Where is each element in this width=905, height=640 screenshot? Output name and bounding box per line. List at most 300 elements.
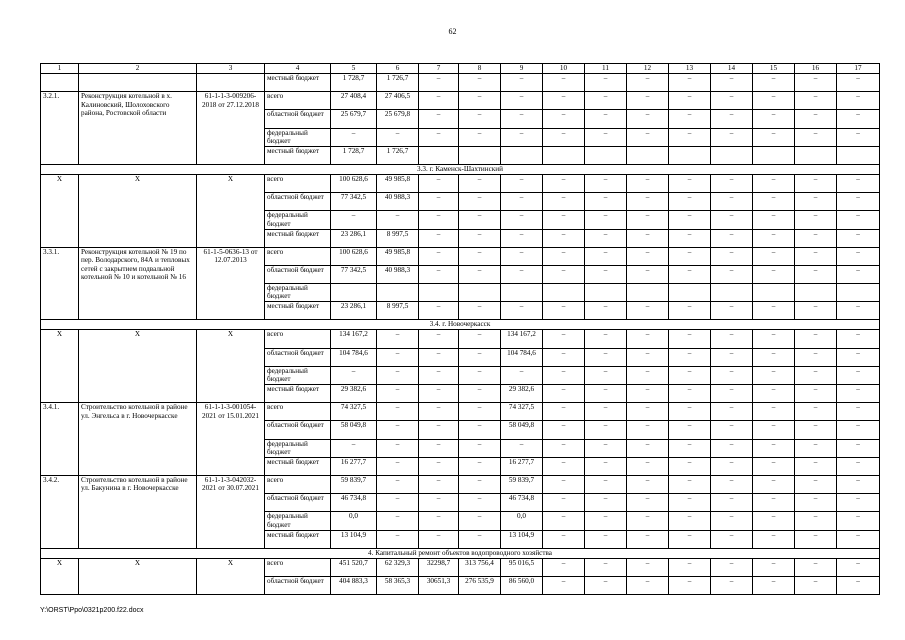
amount-cell: – xyxy=(585,512,627,530)
amount-cell: – xyxy=(377,385,419,403)
amount-cell: – xyxy=(711,174,753,192)
amount-cell: – xyxy=(331,128,377,146)
amount-cell: – xyxy=(501,110,543,128)
amount-cell xyxy=(585,146,627,164)
amount-cell: – xyxy=(377,403,419,421)
amount-cell: – xyxy=(585,110,627,128)
funding-source-cell: федеральный бюджет xyxy=(265,211,331,229)
header-cell: 3 xyxy=(197,64,265,74)
amount-cell xyxy=(419,146,459,164)
amount-cell: 1 728,7 xyxy=(331,74,377,92)
amount-cell: – xyxy=(669,330,711,348)
amount-cell xyxy=(377,284,419,302)
amount-cell: – xyxy=(837,421,880,439)
amount-cell: 59 839,7 xyxy=(501,475,543,493)
amount-cell: – xyxy=(711,265,753,283)
amount-cell: – xyxy=(753,576,795,594)
amount-cell: – xyxy=(627,530,669,548)
amount-cell: – xyxy=(585,128,627,146)
amount-cell: – xyxy=(753,512,795,530)
amount-cell: – xyxy=(419,530,459,548)
amount-cell: 276 535,9 xyxy=(459,576,501,594)
amount-cell: – xyxy=(669,439,711,457)
item-name-cell: Х xyxy=(79,558,197,594)
amount-cell: – xyxy=(585,576,627,594)
amount-cell: – xyxy=(501,211,543,229)
amount-cell: – xyxy=(377,366,419,384)
amount-cell: – xyxy=(585,403,627,421)
amount-cell: 74 327,5 xyxy=(331,403,377,421)
amount-cell: – xyxy=(501,74,543,92)
amount-cell xyxy=(585,284,627,302)
amount-cell xyxy=(795,284,837,302)
amount-cell: – xyxy=(753,211,795,229)
amount-cell: 59 839,7 xyxy=(331,475,377,493)
funding-source-cell: местный бюджет xyxy=(265,302,331,320)
amount-cell: – xyxy=(627,302,669,320)
amount-cell: – xyxy=(711,74,753,92)
amount-cell: – xyxy=(711,366,753,384)
amount-cell: – xyxy=(377,421,419,439)
amount-cell: – xyxy=(377,439,419,457)
approval-code-cell: Х xyxy=(197,330,265,403)
amount-cell: – xyxy=(459,403,501,421)
funding-source-cell: всего xyxy=(265,558,331,576)
amount-cell: – xyxy=(753,366,795,384)
amount-cell: – xyxy=(459,92,501,110)
amount-cell xyxy=(837,284,880,302)
amount-cell: – xyxy=(753,330,795,348)
amount-cell: – xyxy=(753,247,795,265)
table-row xyxy=(41,92,880,110)
amount-cell: – xyxy=(753,265,795,283)
amount-cell: – xyxy=(837,457,880,475)
amount-cell: 58 365,3 xyxy=(377,576,419,594)
amount-cell: – xyxy=(669,302,711,320)
amount-cell: – xyxy=(753,74,795,92)
amount-cell: – xyxy=(669,403,711,421)
amount-cell: – xyxy=(669,74,711,92)
funding-source-cell: местный бюджет xyxy=(265,457,331,475)
amount-cell: – xyxy=(543,366,585,384)
amount-cell: – xyxy=(585,92,627,110)
amount-cell: – xyxy=(377,494,419,512)
funding-source-cell: областной бюджет xyxy=(265,193,331,211)
header-cell: 16 xyxy=(795,64,837,74)
item-number-cell: 3.3.1. xyxy=(41,247,79,320)
amount-cell: – xyxy=(837,193,880,211)
amount-cell: – xyxy=(627,457,669,475)
amount-cell: – xyxy=(459,512,501,530)
amount-cell: – xyxy=(837,128,880,146)
amount-cell: – xyxy=(837,385,880,403)
amount-cell: 23 286,1 xyxy=(331,302,377,320)
amount-cell xyxy=(543,146,585,164)
amount-cell: 404 883,3 xyxy=(331,576,377,594)
amount-cell: – xyxy=(419,174,459,192)
amount-cell: 49 985,8 xyxy=(377,174,419,192)
item-name-cell: Строительство котельной в районе ул. Энгельса в г. Новочеркасске xyxy=(79,403,197,476)
amount-cell: – xyxy=(459,475,501,493)
amount-cell: – xyxy=(711,576,753,594)
amount-cell: 25 679,7 xyxy=(331,110,377,128)
amount-cell: – xyxy=(711,348,753,366)
item-name-cell: Реконструкция котельной в х. Калиновский, Шолоховского района, Ростовской области xyxy=(79,92,197,165)
amount-cell: – xyxy=(459,229,501,247)
amount-cell: 77 342,5 xyxy=(331,265,377,283)
amount-cell: – xyxy=(585,385,627,403)
amount-cell: – xyxy=(837,576,880,594)
amount-cell: – xyxy=(795,403,837,421)
funding-source-cell: федеральный бюджет xyxy=(265,366,331,384)
amount-cell: – xyxy=(419,366,459,384)
section-title: 4. Капитальный ремонт объектов водопроводного хозяйства xyxy=(41,548,880,558)
amount-cell: 8 997,5 xyxy=(377,229,419,247)
amount-cell: 134 167,2 xyxy=(331,330,377,348)
amount-cell: – xyxy=(669,348,711,366)
header-cell: 8 xyxy=(459,64,501,74)
amount-cell: 0,0 xyxy=(501,512,543,530)
amount-cell: – xyxy=(459,530,501,548)
amount-cell: – xyxy=(585,558,627,576)
amount-cell: – xyxy=(419,512,459,530)
amount-cell: – xyxy=(753,193,795,211)
amount-cell: – xyxy=(753,558,795,576)
amount-cell: 49 985,8 xyxy=(377,247,419,265)
funding-source-cell: местный бюджет xyxy=(265,146,331,164)
amount-cell: – xyxy=(795,265,837,283)
amount-cell: – xyxy=(459,74,501,92)
amount-cell: – xyxy=(669,558,711,576)
amount-cell: – xyxy=(711,475,753,493)
amount-cell: – xyxy=(627,265,669,283)
amount-cell: 30651,3 xyxy=(419,576,459,594)
amount-cell: – xyxy=(795,512,837,530)
item-number-cell: Х xyxy=(41,330,79,403)
header-cell: 2 xyxy=(79,64,197,74)
amount-cell: – xyxy=(711,330,753,348)
amount-cell: – xyxy=(419,439,459,457)
amount-cell: – xyxy=(837,265,880,283)
amount-cell: – xyxy=(795,92,837,110)
approval-code-cell: Х xyxy=(197,558,265,594)
amount-cell: 27 408,4 xyxy=(331,92,377,110)
amount-cell: – xyxy=(753,302,795,320)
amount-cell xyxy=(711,284,753,302)
amount-cell: – xyxy=(585,247,627,265)
header-cell: 7 xyxy=(419,64,459,74)
amount-cell: – xyxy=(627,211,669,229)
amount-cell: – xyxy=(543,92,585,110)
amount-cell: – xyxy=(377,512,419,530)
amount-cell: – xyxy=(711,128,753,146)
amount-cell: – xyxy=(331,366,377,384)
amount-cell: – xyxy=(585,348,627,366)
funding-source-cell: федеральный бюджет xyxy=(265,512,331,530)
amount-cell: 74 327,5 xyxy=(501,403,543,421)
header-cell: 17 xyxy=(837,64,880,74)
amount-cell: – xyxy=(627,576,669,594)
amount-cell: – xyxy=(377,330,419,348)
amount-cell: – xyxy=(459,439,501,457)
amount-cell: – xyxy=(753,457,795,475)
amount-cell: – xyxy=(753,174,795,192)
table-row xyxy=(41,403,880,421)
approval-code-cell: 61-1-1-3-001054-2021 от 15.01.2021 xyxy=(197,403,265,476)
amount-cell: – xyxy=(501,439,543,457)
amount-cell: 23 286,1 xyxy=(331,229,377,247)
amount-cell: – xyxy=(711,439,753,457)
amount-cell: – xyxy=(543,74,585,92)
amount-cell: 58 049,8 xyxy=(501,421,543,439)
amount-cell: – xyxy=(795,193,837,211)
amount-cell xyxy=(459,146,501,164)
amount-cell: – xyxy=(459,211,501,229)
amount-cell: – xyxy=(501,174,543,192)
amount-cell: – xyxy=(795,558,837,576)
amount-cell: – xyxy=(795,229,837,247)
amount-cell: – xyxy=(543,457,585,475)
amount-cell: – xyxy=(753,439,795,457)
amount-cell: – xyxy=(837,512,880,530)
amount-cell: – xyxy=(837,494,880,512)
amount-cell: – xyxy=(459,348,501,366)
funding-source-cell: областной бюджет xyxy=(265,110,331,128)
page-number: 62 xyxy=(448,27,457,36)
amount-cell: – xyxy=(627,110,669,128)
approval-code-cell xyxy=(197,74,265,92)
amount-cell: – xyxy=(459,385,501,403)
amount-cell: – xyxy=(459,421,501,439)
header-cell: 10 xyxy=(543,64,585,74)
amount-cell: – xyxy=(795,211,837,229)
amount-cell: – xyxy=(459,128,501,146)
amount-cell: – xyxy=(459,302,501,320)
approval-code-cell: 61-1-1-3-009206-2018 от 27.12.2018 xyxy=(197,92,265,165)
amount-cell: – xyxy=(543,265,585,283)
section-title: 3.4. г. Новочеркасск xyxy=(41,320,880,330)
amount-cell: – xyxy=(837,247,880,265)
amount-cell: – xyxy=(627,403,669,421)
item-name-cell: Реконструкция котельной № 19 по пер. Володарского, 84А и тепловых сетей с закрытием подвальной котельной № 10 и котельной № 16 xyxy=(79,247,197,320)
amount-cell: – xyxy=(627,247,669,265)
amount-cell: – xyxy=(711,229,753,247)
amount-cell: 100 628,6 xyxy=(331,174,377,192)
amount-cell: – xyxy=(585,74,627,92)
amount-cell: – xyxy=(543,494,585,512)
amount-cell: – xyxy=(459,330,501,348)
amount-cell: – xyxy=(669,457,711,475)
amount-cell: – xyxy=(795,348,837,366)
amount-cell: 40 988,3 xyxy=(377,265,419,283)
amount-cell: – xyxy=(543,385,585,403)
amount-cell: – xyxy=(711,211,753,229)
amount-cell: 29 382,6 xyxy=(501,385,543,403)
amount-cell: – xyxy=(627,92,669,110)
amount-cell: – xyxy=(585,366,627,384)
amount-cell: 77 342,5 xyxy=(331,193,377,211)
amount-cell: 32298,7 xyxy=(419,558,459,576)
amount-cell: – xyxy=(711,110,753,128)
amount-cell: – xyxy=(795,110,837,128)
amount-cell: – xyxy=(585,494,627,512)
amount-cell: – xyxy=(419,385,459,403)
amount-cell: – xyxy=(627,330,669,348)
amount-cell: – xyxy=(795,576,837,594)
amount-cell: 16 277,7 xyxy=(331,457,377,475)
funding-source-cell: местный бюджет xyxy=(265,74,331,92)
column-number-header xyxy=(41,64,880,74)
amount-cell: – xyxy=(795,366,837,384)
amount-cell: – xyxy=(669,576,711,594)
amount-cell: – xyxy=(543,530,585,548)
amount-cell: – xyxy=(837,348,880,366)
amount-cell xyxy=(543,284,585,302)
table-row xyxy=(41,475,880,493)
amount-cell: – xyxy=(711,193,753,211)
amount-cell: – xyxy=(543,403,585,421)
amount-cell: – xyxy=(501,92,543,110)
amount-cell: – xyxy=(627,512,669,530)
amount-cell: 27 406,5 xyxy=(377,92,419,110)
amount-cell: – xyxy=(627,421,669,439)
amount-cell: – xyxy=(753,92,795,110)
amount-cell: – xyxy=(627,128,669,146)
amount-cell: 13 104,9 xyxy=(331,530,377,548)
amount-cell: – xyxy=(459,457,501,475)
amount-cell: – xyxy=(543,421,585,439)
amount-cell: – xyxy=(501,128,543,146)
amount-cell: – xyxy=(627,475,669,493)
amount-cell: – xyxy=(627,174,669,192)
amount-cell: 25 679,8 xyxy=(377,110,419,128)
amount-cell: – xyxy=(669,110,711,128)
amount-cell: – xyxy=(711,558,753,576)
amount-cell: – xyxy=(585,530,627,548)
funding-source-cell: местный бюджет xyxy=(265,385,331,403)
amount-cell: – xyxy=(585,193,627,211)
budget-table xyxy=(40,63,880,595)
amount-cell: – xyxy=(711,512,753,530)
amount-cell: – xyxy=(543,558,585,576)
amount-cell: – xyxy=(543,211,585,229)
amount-cell: – xyxy=(669,92,711,110)
header-cell: 1 xyxy=(41,64,79,74)
amount-cell: – xyxy=(753,403,795,421)
amount-cell: – xyxy=(669,211,711,229)
amount-cell: – xyxy=(377,475,419,493)
amount-cell: – xyxy=(419,348,459,366)
funding-source-cell: областной бюджет xyxy=(265,494,331,512)
funding-source-cell: всего xyxy=(265,174,331,192)
amount-cell: 13 104,9 xyxy=(501,530,543,548)
amount-cell: – xyxy=(377,348,419,366)
amount-cell xyxy=(795,146,837,164)
amount-cell: – xyxy=(837,74,880,92)
funding-source-cell: областной бюджет xyxy=(265,421,331,439)
header-cell: 5 xyxy=(331,64,377,74)
item-number-cell: Х xyxy=(41,174,79,247)
amount-cell: – xyxy=(711,385,753,403)
amount-cell: – xyxy=(543,439,585,457)
amount-cell: 313 756,4 xyxy=(459,558,501,576)
amount-cell: – xyxy=(585,302,627,320)
amount-cell: – xyxy=(837,174,880,192)
funding-source-cell: всего xyxy=(265,403,331,421)
amount-cell: 29 382,6 xyxy=(331,385,377,403)
amount-cell: – xyxy=(501,229,543,247)
amount-cell: – xyxy=(585,421,627,439)
amount-cell: – xyxy=(501,193,543,211)
amount-cell: – xyxy=(543,174,585,192)
amount-cell xyxy=(837,146,880,164)
amount-cell: – xyxy=(711,457,753,475)
amount-cell: – xyxy=(419,330,459,348)
amount-cell: – xyxy=(837,366,880,384)
amount-cell xyxy=(331,284,377,302)
amount-cell: – xyxy=(837,330,880,348)
item-name-cell: Х xyxy=(79,174,197,247)
amount-cell: – xyxy=(753,530,795,548)
amount-cell: – xyxy=(711,421,753,439)
amount-cell: – xyxy=(837,475,880,493)
amount-cell: 100 628,6 xyxy=(331,247,377,265)
amount-cell: – xyxy=(543,512,585,530)
item-number-cell xyxy=(41,74,79,92)
amount-cell: – xyxy=(711,403,753,421)
amount-cell: – xyxy=(795,457,837,475)
amount-cell: – xyxy=(795,439,837,457)
amount-cell: – xyxy=(711,92,753,110)
section-header-row xyxy=(41,164,880,174)
amount-cell: – xyxy=(377,457,419,475)
approval-code-cell: 61-1-1-3-042032-2021 от 30.07.2021 xyxy=(197,475,265,548)
amount-cell: – xyxy=(753,421,795,439)
amount-cell: – xyxy=(501,366,543,384)
funding-source-cell: областной бюджет xyxy=(265,348,331,366)
funding-source-cell: областной бюджет xyxy=(265,576,331,594)
amount-cell: – xyxy=(753,475,795,493)
amount-cell: 104 784,6 xyxy=(501,348,543,366)
amount-cell: 58 049,8 xyxy=(331,421,377,439)
amount-cell xyxy=(711,146,753,164)
header-cell: 11 xyxy=(585,64,627,74)
amount-cell: – xyxy=(419,193,459,211)
amount-cell: 8 997,5 xyxy=(377,302,419,320)
amount-cell: – xyxy=(419,403,459,421)
amount-cell: – xyxy=(627,348,669,366)
amount-cell: – xyxy=(711,247,753,265)
amount-cell: – xyxy=(795,174,837,192)
header-cell: 15 xyxy=(753,64,795,74)
table-row xyxy=(41,74,880,92)
amount-cell: – xyxy=(837,558,880,576)
amount-cell: – xyxy=(543,229,585,247)
amount-cell: – xyxy=(627,439,669,457)
header-cell: 4 xyxy=(265,64,331,74)
amount-cell: – xyxy=(419,265,459,283)
amount-cell: – xyxy=(669,174,711,192)
amount-cell: – xyxy=(627,494,669,512)
amount-cell: 451 520,7 xyxy=(331,558,377,576)
amount-cell: – xyxy=(419,302,459,320)
amount-cell: – xyxy=(627,366,669,384)
amount-cell: – xyxy=(459,247,501,265)
amount-cell: – xyxy=(837,403,880,421)
amount-cell: – xyxy=(543,576,585,594)
amount-cell: – xyxy=(795,247,837,265)
document-path-footer: Y:\ORST\Ppo\0321p200.f22.docx xyxy=(40,607,144,614)
